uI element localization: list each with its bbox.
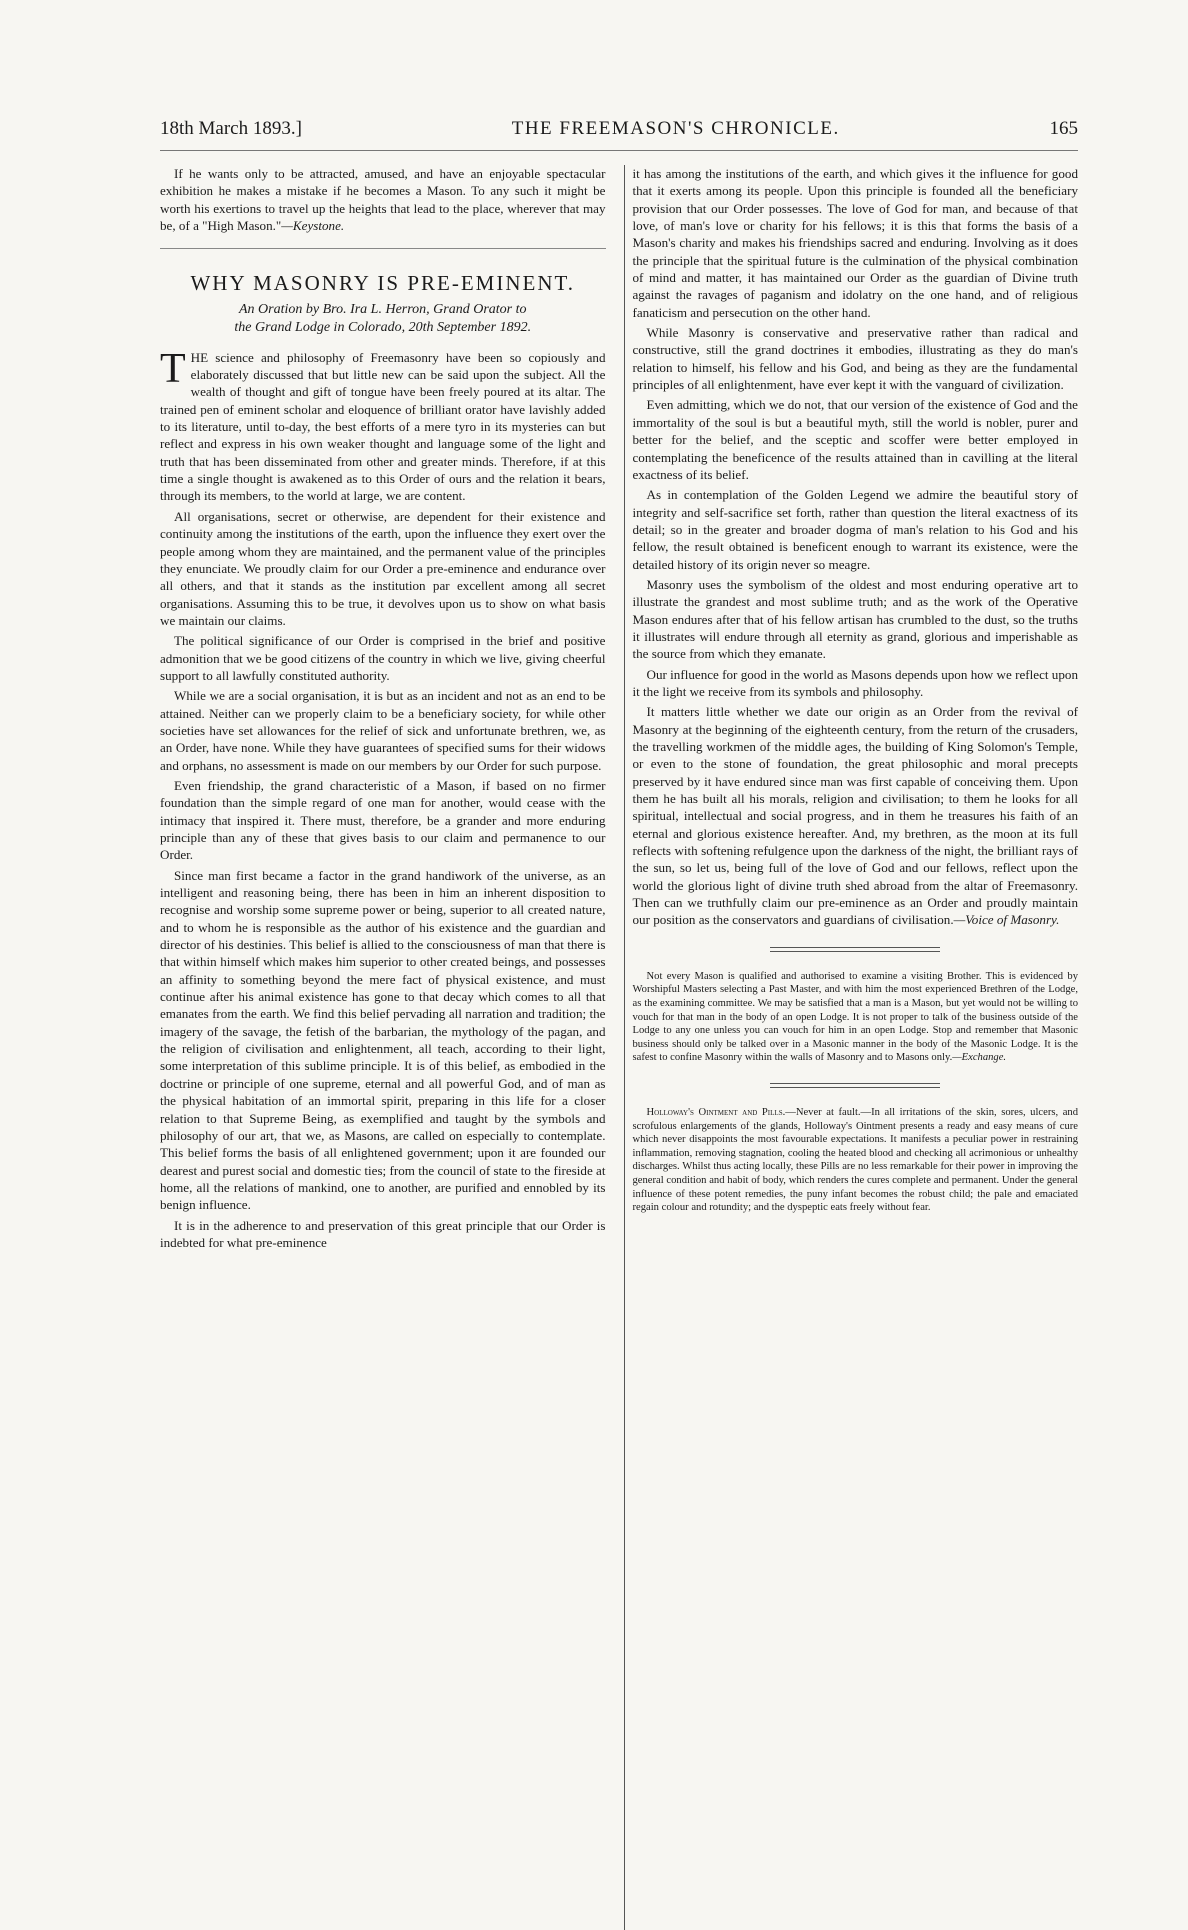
article-paragraph: Even admitting, which we do not, that our version of the existence of God and the immortality of the soul is but a beautiful myth, still the world is nobler, purer and better for the belief, and the sceptic and scoffer were better employed in contemplating the beneficence of the results attained than in cavilling at the literal exactness of its belief. — [632, 397, 1078, 482]
left-column — [160, 165, 612, 1930]
intro-text: If he wants only to be attracted, amused, and have an enjoyable spectacular exhibition he makes a mistake if he becomes a Mason. To any such it might be worth his exertions to travel up the heights that lead to the place, wherever that may be, of a "High Mason." — [160, 166, 606, 234]
paragraph-text: It matters little whether we date our origin as an Order from the revival of Masonry at the beginning of the eighteenth century, from the return of the crusaders, the travelling workmen of the middle ages, the building of King Solomon's Temple, or even to the stone of foundation, the great philosophic and moral precepts preserved by it have endured since man was first capable of conceiving them. Upon them he has built all his morals, religion and civilisation; to them he looks for all spiritual, intellectual and social progress, and in them he treasures his faith of an eternal and glorious existence hereafter. And, my brethren, as the moon at its full reflects with softening refulgence upon the darkness of the night, the brilliant rays of the sun, so let us, being full of the love of God and our fellows, reflect upon the world the glorious light of divine truth shed abroad from the altar of Freemasonry. Then can we truthfully claim our pre-eminence as an Order and proudly maintain our position as the conservators and guardians of civilisation. — [632, 704, 1078, 928]
advertisement — [633, 1106, 1079, 1215]
article-paragraph: it has among the institutions of the earth, and which gives it the influence for good that it exerts among its people. Upon this principle is founded all the beneficiary provision that our Order possesses. The love of God for man, and because of that love, of man's love or charity for his fellows; it is this that forms the basis of a Mason's charity and makes his friendships sacred and enduring. Involving as it does the principle that the spiritual future is the culmination of the physical combination of mind and matter, it has maintained our Order as the guardian of Divine truth against the ravages of paganism and idolatry on the one hand, and of religious fanaticism and persecution on the other hand. — [632, 166, 1078, 320]
article-paragraph: Our influence for good in the world as Masons depends upon how we reflect upon it the light we receive from its symbols and philosophy. — [632, 666, 1078, 699]
article-paragraph: Masonry uses the symbolism of the oldest and most enduring operative art to illustrate the grandest and most sublime truth; and as the work of the Operative Mason endures after that of his fellow artisan has crumbled to the dust, so the truths it illustrates will endure through all eternity as grand, glorious and imperishable as the source from which they emanate. — [632, 576, 1078, 662]
article-paragraph: While we are a social organisation, it is but as an incident and not as an end to be attained. Neither can we properly claim to be a beneficiary society, for while other societies have set allowances for the relief of sick and unfortunate brethren, we, as an Order, have none. While they have guarantees of specified sums for their widows and orphans, no assessment is made on our members by our Order for such purpose. — [160, 688, 606, 773]
notice-source: —Exchange. — [952, 1052, 1007, 1064]
article-title: WHY MASONRY IS PRE-EMINENT. — [190, 271, 576, 296]
byline-line-1: An Oration by Bro. Ira L. Herron, Grand Orator to — [238, 301, 527, 317]
right-column — [624, 165, 1079, 1930]
notice-paragraph — [633, 970, 1079, 1065]
article-paragraph: It is in the adherence to and preservation of this great principle that our Order is indebted for what pre-eminence — [160, 1217, 606, 1250]
intro-paragraph — [160, 165, 606, 234]
article-source: —Voice of Masonry. — [953, 912, 1060, 928]
article-paragraph: All organisations, secret or otherwise, are dependent for their existence and continuity among the institutions of the earth, upon the influence they exert over the people among whom they are maintained, and the permanent value of the principles they enunciate. We proudly claim for our Order a pre-eminence and endurance over all others, and that it stands as the institution par excellent among all secret organisations. Assuming this to be true, it devolves upon us to show on what basis we maintain our claims. — [160, 508, 606, 628]
drop-cap: T — [160, 345, 186, 392]
section-divider — [770, 1083, 940, 1088]
article-paragraph — [633, 703, 1079, 928]
article-paragraph: While Masonry is conservative and preservative rather than radical and constructive, still the grand doctrines it embodies, illustrating as they do man's relation to himself, his fellow and his God, and being as they are the fundamental principles of all enlightenment, have ever kept it with the vanguard of civilization. — [632, 325, 1078, 393]
columns — [160, 165, 1078, 1930]
article-paragraph: As in contemplation of the Golden Legend we admire the beautiful story of integrity and self-sacrifice set forth, rather than question the literal exactness of its detail; so in the greater and broader dogma of man's relation to his God and his fellow, the result obtained is beneficent enough to warrant its existence, were the detailed history of its origin never so meagre. — [632, 487, 1078, 572]
page-header — [160, 118, 1078, 151]
header-date: 18th March 1893.] — [160, 118, 302, 139]
header-title: THE FREEMASON'S CHRONICLE. — [511, 118, 840, 139]
page-number: 165 — [1049, 118, 1078, 139]
article-paragraph — [160, 345, 606, 505]
article-paragraph: Even friendship, the grand characteristic of a Mason, if based on no firmer foundation than the simple regard of one man for another, would cease with the intimacy that inspired it. There must, therefore, be a grander and more enduring principle than any of these that gives basis to our claim and permanence to our Order. — [160, 777, 606, 863]
article-byline — [160, 301, 606, 337]
notice-text: Not every Mason is qualified and authorised to examine a visiting Brother. This is evidenced by Worshipful Masters selecting a Past Master, and with him the most experienced Brethren of the Lodge, as the examining committee. We may be satisfied that a man is a Mason, but yet would not be willing to vouch for that man in the body of an open Lodge. It is not proper to talk of the business outside of the Lodge to any one unless you can vouch for him in an open Lodge. Stop and remember that Masonic business should only be talked over in a Masonic manner in the body of the Masonic Lodge. It is the safest to confine Masonry within the walls of Masonry and to Masons only. — [632, 970, 1078, 1064]
section-divider — [770, 947, 940, 952]
paragraph-text: HE science and philosophy of Freemasonry have been so copiously and elaborately discussed that but little new can be said upon the subject. All the wealth of thought and gift of tongue have been freely poured at its altar. The trained pen of eminent scholar and eloquence of brilliant orator have lavishly added to its literature, until to-day, the best efforts of a mere tyro in its mysteries can but reflect and express in his own weaker thought and language some of the light and truth that has been disseminated from other and greater minds. Therefore, if at this time a single thought is awakened as to this Order of ours and the relation it bears, through its members, to the world at large, we are content. — [160, 349, 606, 504]
ad-heading: Holloway's Ointment and Pills. — [646, 1106, 786, 1118]
divider — [160, 248, 606, 249]
article-paragraph: The political significance of our Order is comprised in the brief and positive admonition that we be good citizens of the country in which we live, giving cheerful support to all lawfully constituted authority. — [160, 633, 606, 683]
ad-text: —Never at fault.—In all irritations of the skin, sores, ulcers, and scrofulous enlargements of the glands, Holloway's Ointment presents a ready and easy means of cure which never disappoints the most favourable expectations. It manifests a peculiar power in restraining inflammation, removing stagnation, cooling the heated blood and checking all acrimonious or unhealthy discharges. Whilst thus acting locally, these Pills are no less remarkable for their power in improving the general condition and habit of body, which renders the cures complete and permanent. Under the general influence of these potent remedies, the puny infant becomes the robust child; the pale and emaciated regain colour and rotundity; and the dyspeptic eats freely without fear. — [632, 1106, 1078, 1214]
intro-source: —Keystone. — [281, 218, 345, 234]
article-paragraph: Since man first became a factor in the grand handiwork of the universe, as an intelligent and reasoning being, there has been in him an inherent disposition to recognise and worship some supreme power or being, superior to all created nature, and to whom he is responsible as the author of his existence and the guardian and director of his destinies. This belief is allied to the consciousness of man that there is that within himself which makes him superior to other created beings, and possesses an affinity to something beyond the mere fact of physical existence, and must continue after his animal existence has gone to that decay which comes to all that emanates from the earth. We find this belief pervading all narration and tradition; the imagery of the savage, the fetish of the barbarian, the mythology of the pagan, and the religion of civilisation and enlightenment, all teach, according to their light, some interpretation of this sublime principle. It is of this belief, as embodied in the doctrine or principle of one supreme, eternal and all powerful God, and of man as the physical habitation of an immortal spirit, preparing in this life for a closer relation to that Supreme Being, as exemplified and taught by the symbols and philosophy of our art, that we, as Masons, are called on especially to contemplate. This belief forms the basis of all enlightened government; upon it are founded our dearest and purest social and domestic ties; from the council of state to the fireside at home, all the relations of mankind, one to another, are purified and ennobled by its benign influence. — [160, 867, 606, 1213]
byline-line-2: the Grand Lodge in Colorado, 20th September 1892. — [234, 319, 532, 335]
